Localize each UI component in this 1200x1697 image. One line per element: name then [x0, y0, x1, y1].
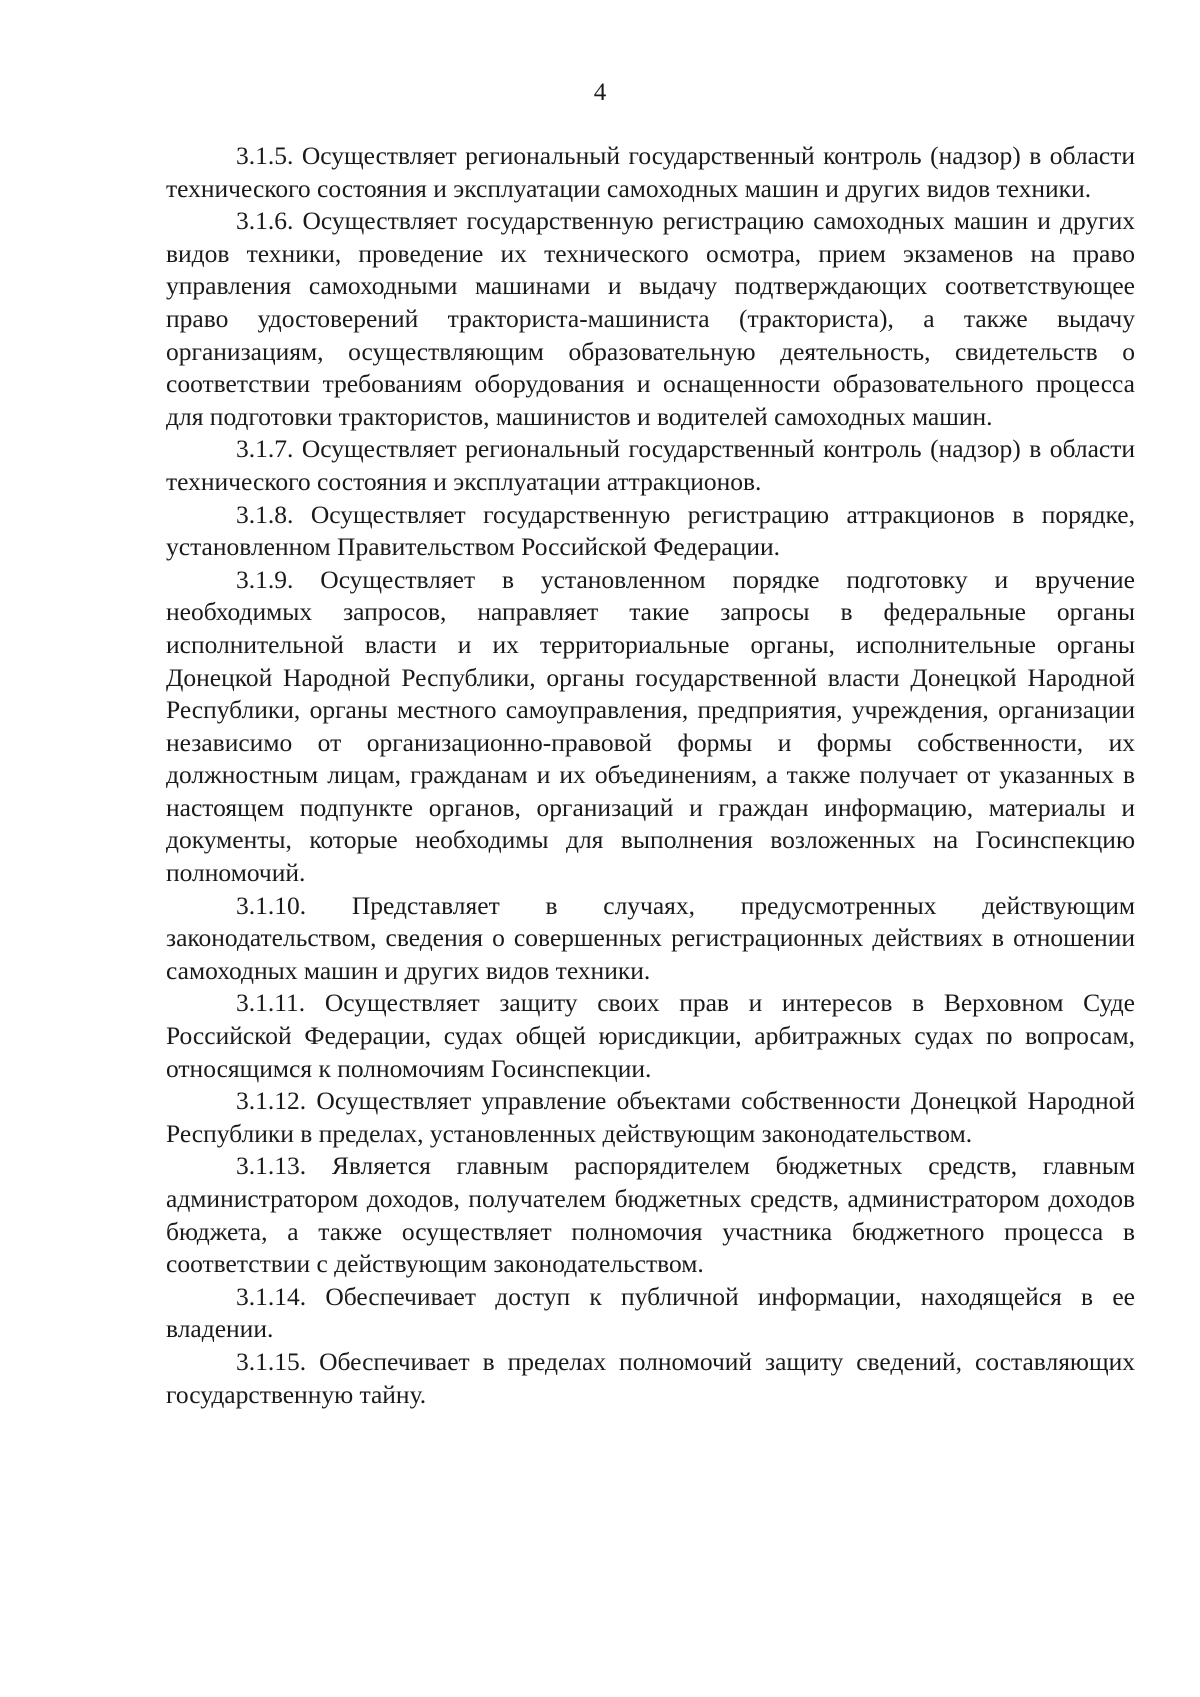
clause-3-1-6: 3.1.6. Осуществляет государственную регистрацию самоходных машин и других видов техники, проведение их технического осмотра, прием экзаменов на право управления самоходными машинами и выдачу подтверждающих соответствующее право удостоверений тракториста-машиниста (тракториста), а также выдачу организациям, осуществляющим образовательную деятельность, свидетельств о соответствии требованиям оборудования и оснащенности образовательного процесса для подготовки трактористов, машинистов и водителей самоходных машин. — [166, 206, 1135, 431]
clause-3-1-11: 3.1.11. Осуществляет защиту своих прав и интересов в Верховном Суде Российской Федерации, судах общей юрисдикции, арбитражных судах по вопросам, относящимся к полномочиям Госинспекции. — [166, 988, 1135, 1083]
clause-3-1-7: 3.1.7. Осуществляет региональный государственный контроль (надзор) в области технического состояния и эксплуатации аттракционов. — [166, 434, 1135, 496]
clause-3-1-8: 3.1.8. Осуществляет государственную регистрацию аттракционов в порядке, установленном Правительством Российской Федерации. — [166, 499, 1135, 562]
clause-3-1-15: 3.1.15. Обеспечивает в пределах полномочий защиту сведений, составляющих государственную тайну. — [166, 1346, 1135, 1409]
clause-3-1-13: 3.1.13. Является главным распорядителем бюджетных средств, главным администратором доходов, получателем бюджетных средств, администратором доходов бюджета, а также осуществляет полномочия участника бюджетного процесса в соответствии с действующим законодательством. — [166, 1151, 1135, 1279]
clause-3-1-5: 3.1.5. Осуществляет региональный государственный контроль (надзор) в области технического состояния и эксплуатации самоходных машин и других видов техники. — [166, 141, 1135, 203]
clause-3-1-10: 3.1.10. Представляет в случаях, предусмотренных действующим законодательством, сведения о совершенных регистрационных действиях в отношении самоходных машин и других видов техники. — [166, 890, 1135, 985]
clause-3-1-14: 3.1.14. Обеспечивает доступ к публичной информации, находящейся в ее владении. — [166, 1281, 1135, 1344]
clause-3-1-9: 3.1.9. Осуществляет в установленном порядке подготовку и вручение необходимых запросов, направляет такие запросы в федеральные органы исполнительной власти и их территориальные органы, исполнительные органы Донецкой Народной Республики, органы государственной власти Донецкой Народной Республики, органы местного самоуправления, предприятия, учреждения, организации независимо от организационно-правовой формы и формы собственности, их должностным лицам, гражданам и их объединениям, а также получает от указанных в настоящем подпункте органов, организаций и граждан информацию, материалы и документы, которые необходимы для выполнения возложенных на Госинспекцию полномочий. — [166, 564, 1135, 888]
clause-3-1-12: 3.1.12. Осуществляет управление объектами собственности Донецкой Народной Республики в пределах, установленных действующим законодательством. — [166, 1086, 1135, 1148]
document-body — [166, 140, 1135, 1411]
page-number: 4 — [593, 79, 607, 106]
